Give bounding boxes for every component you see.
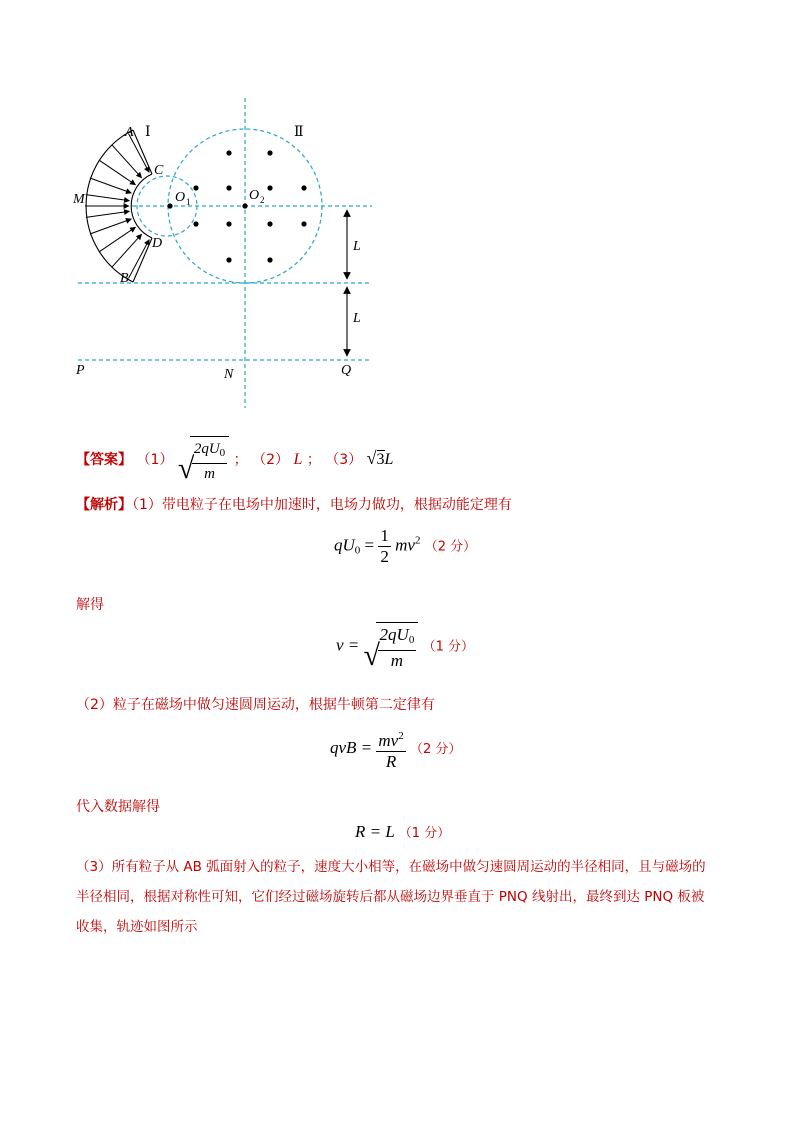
eq4-score: （1 分） xyxy=(398,826,451,841)
analysis-line-4: 代入数据解得 xyxy=(76,799,160,815)
field-arrow xyxy=(90,219,131,234)
analysis-line-5b: 半径相同，根据对称性可知，它们经过磁场旋转后都从磁场边界垂直于 PNQ 线射出，最终到达 PNQ 板被 xyxy=(76,889,705,905)
label-n: N xyxy=(224,367,234,382)
analysis-line-2: 解得 xyxy=(76,597,104,613)
physics-figure xyxy=(60,88,400,418)
field-dot xyxy=(226,150,231,155)
analysis-line-5a: （3）所有粒子从 AB 弧面射入的粒子，速度大小相等，在磁场中做匀速圆周运动的半径相同，且与磁场的 xyxy=(76,859,706,875)
label-o1: O xyxy=(175,190,186,205)
label-p: P xyxy=(76,363,85,378)
label-m: M xyxy=(73,192,85,207)
field-dot xyxy=(226,185,231,190)
label-o2: O xyxy=(249,188,260,203)
answer2-value: L xyxy=(293,451,303,468)
field-arrow xyxy=(90,178,131,193)
label-o1-sub: 1 xyxy=(186,197,191,207)
analysis-line-3: （2）粒子在磁场中做匀速圆周运动，根据牛顿第二定律有 xyxy=(76,697,435,713)
analysis-line-1 xyxy=(76,494,512,516)
point-o1 xyxy=(167,203,172,208)
field-dot xyxy=(226,257,231,262)
field-dot xyxy=(193,185,198,190)
answer-part1-label: （1） xyxy=(136,452,174,468)
label-d: D xyxy=(152,236,163,251)
field-dot xyxy=(226,221,231,226)
field-dot xyxy=(267,150,272,155)
answer-part3-label: （3） xyxy=(325,452,363,468)
equation-1: $qU_0$ = $\frac{1}{2}$ $mv^2$ （2 分） xyxy=(334,526,477,566)
eq1-score: （2 分） xyxy=(424,539,477,555)
field-dot xyxy=(301,185,306,190)
answer-sep1: ； xyxy=(233,452,248,468)
field-dot xyxy=(267,257,272,262)
edge-bd xyxy=(133,238,152,282)
field-arrow xyxy=(86,211,130,217)
label-b: B xyxy=(120,271,129,286)
equation-2: v = √ $\frac{2qU_0}{m}$ （1 分） xyxy=(336,622,474,671)
field-dot xyxy=(267,185,272,190)
answer-part2-label: （2） xyxy=(252,452,289,468)
point-o2 xyxy=(242,203,247,208)
answer-line xyxy=(76,436,394,485)
answer-sep2: ； xyxy=(306,452,321,468)
label-region-1: Ⅰ xyxy=(145,125,151,140)
label-l-bottom: L xyxy=(353,311,361,326)
analysis-tag: 【解析】 xyxy=(76,497,132,513)
label-q: Q xyxy=(341,363,352,378)
analysis-line-5c: 收集，轨迹如图所示 xyxy=(76,919,198,935)
eq3-score: （2 分） xyxy=(409,741,462,757)
dashed-guides xyxy=(78,98,372,408)
field-arrow xyxy=(86,195,130,201)
label-a: A xyxy=(125,125,134,140)
eq2-score: （1 分） xyxy=(422,639,474,655)
field-dot xyxy=(267,221,272,226)
field-dot xyxy=(301,221,306,226)
label-c: C xyxy=(154,163,164,178)
label-o2-sub: 2 xyxy=(260,195,265,205)
answer1-sqrt: √ $\frac{2qU_0}{m}$ xyxy=(178,436,229,484)
label-l-top: L xyxy=(353,239,361,254)
label-region-2: Ⅱ xyxy=(294,125,304,140)
answer-tag: 【答案】 xyxy=(76,452,132,468)
equation-4: R = L （1 分） xyxy=(355,822,451,841)
equation-3: qvB = $\frac{mv^2}{R}$ （2 分） xyxy=(330,726,461,772)
answer3-value: √3L xyxy=(366,448,394,468)
field-dot xyxy=(193,221,198,226)
field-arrow xyxy=(99,227,136,252)
analysis-step1: （1）带电粒子在电场中加速时，电场力做功，根据动能定理有 xyxy=(132,497,512,513)
field-arrow xyxy=(99,160,136,185)
